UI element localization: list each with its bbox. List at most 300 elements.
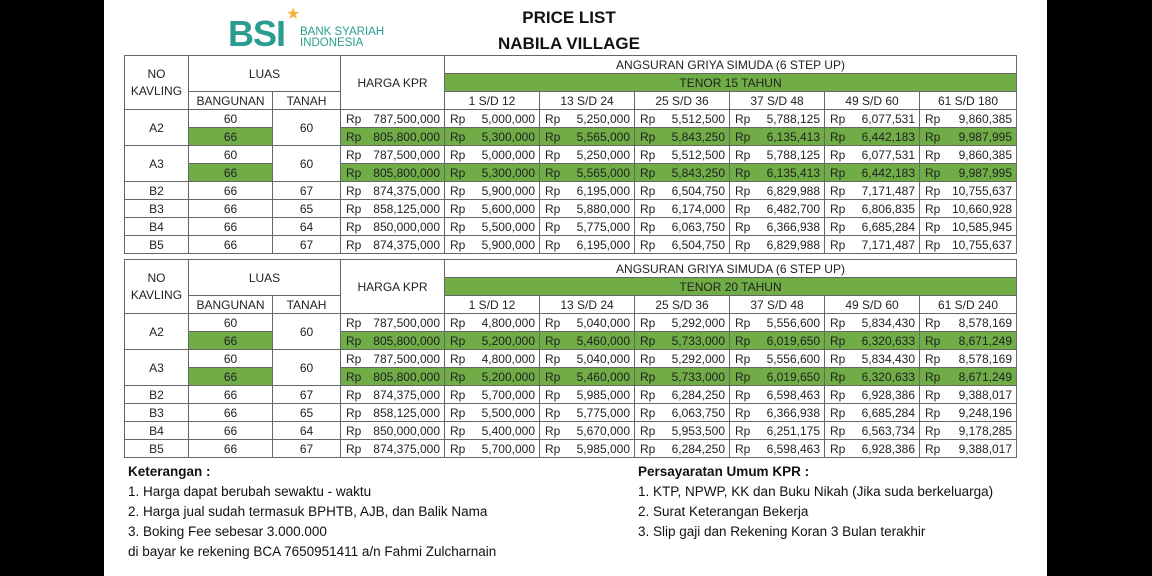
header-tanah: TANAH bbox=[273, 92, 341, 110]
currency-label: Rp bbox=[450, 423, 466, 438]
amount: 5,250,000 bbox=[576, 111, 630, 126]
amount: 6,829,988 bbox=[766, 183, 820, 198]
currency-label: Rp bbox=[545, 111, 561, 126]
table-row bbox=[125, 314, 1017, 332]
cell-bangunan: 66 bbox=[189, 332, 273, 350]
cell-angsuran bbox=[445, 110, 540, 128]
amount: 5,500,000 bbox=[481, 405, 535, 420]
cell-harga-kpr-value bbox=[341, 111, 444, 127]
amount: 874,375,000 bbox=[373, 237, 440, 252]
cell-angsuran-value bbox=[825, 441, 919, 457]
cell-bangunan: 60 bbox=[189, 110, 273, 128]
currency-label: Rp bbox=[346, 441, 362, 456]
cell-angsuran-value bbox=[635, 129, 729, 145]
cell-kavling: A3 bbox=[125, 146, 189, 182]
currency-label: Rp bbox=[450, 147, 466, 162]
currency-label: Rp bbox=[640, 237, 656, 252]
persyaratan-item: 3. Slip gaji dan Rekening Koran 3 Bulan terakhir bbox=[638, 524, 926, 539]
amount: 6,251,175 bbox=[766, 423, 820, 438]
cell-angsuran bbox=[540, 200, 635, 218]
currency-label: Rp bbox=[640, 219, 656, 234]
currency-label: Rp bbox=[925, 219, 941, 234]
cell-harga-kpr-value bbox=[341, 183, 444, 199]
cell-angsuran bbox=[825, 332, 920, 350]
currency-label: Rp bbox=[346, 111, 362, 126]
currency-label: Rp bbox=[545, 237, 561, 252]
amount: 9,178,285 bbox=[958, 423, 1012, 438]
cell-angsuran bbox=[635, 332, 730, 350]
cell-harga-kpr bbox=[341, 368, 445, 386]
cell-angsuran bbox=[445, 368, 540, 386]
table-row bbox=[125, 422, 1017, 440]
cell-angsuran-value bbox=[445, 333, 539, 349]
currency-label: Rp bbox=[735, 165, 751, 180]
cell-angsuran-value bbox=[825, 423, 919, 439]
cell-angsuran-value bbox=[920, 165, 1016, 181]
persyaratan-item: 2. Surat Keterangan Bekerja bbox=[638, 504, 809, 519]
amount: 5,512,500 bbox=[671, 147, 725, 162]
header-row bbox=[125, 260, 1017, 278]
cell-angsuran bbox=[825, 440, 920, 458]
currency-label: Rp bbox=[830, 387, 846, 402]
amount: 5,040,000 bbox=[576, 315, 630, 330]
amount: 5,000,000 bbox=[481, 147, 535, 162]
cell-angsuran-value bbox=[635, 405, 729, 421]
cell-angsuran-value bbox=[540, 129, 634, 145]
cell-angsuran bbox=[825, 422, 920, 440]
currency-label: Rp bbox=[925, 423, 941, 438]
cell-angsuran bbox=[730, 404, 825, 422]
cell-angsuran bbox=[540, 182, 635, 200]
cell-angsuran-value bbox=[635, 111, 729, 127]
table-row bbox=[125, 218, 1017, 236]
cell-angsuran-value bbox=[445, 387, 539, 403]
cell-bangunan: 66 bbox=[189, 422, 273, 440]
cell-angsuran-value bbox=[730, 165, 824, 181]
table-row bbox=[125, 236, 1017, 254]
cell-angsuran bbox=[540, 146, 635, 164]
currency-label: Rp bbox=[640, 333, 656, 348]
amount: 10,755,637 bbox=[951, 237, 1012, 252]
currency-label: Rp bbox=[830, 237, 846, 252]
cell-angsuran-value bbox=[920, 147, 1016, 163]
cell-angsuran bbox=[635, 182, 730, 200]
currency-label: Rp bbox=[830, 351, 846, 366]
table-row bbox=[125, 386, 1017, 404]
amount: 6,806,835 bbox=[861, 201, 915, 216]
currency-label: Rp bbox=[545, 183, 561, 198]
cell-angsuran-value bbox=[825, 333, 919, 349]
currency-label: Rp bbox=[925, 387, 941, 402]
cell-angsuran bbox=[540, 368, 635, 386]
amount: 6,366,938 bbox=[766, 405, 820, 420]
cell-bangunan: 66 bbox=[189, 218, 273, 236]
cell-angsuran bbox=[825, 404, 920, 422]
currency-label: Rp bbox=[450, 129, 466, 144]
cell-harga-kpr-value bbox=[341, 441, 444, 457]
amount: 5,843,250 bbox=[671, 129, 725, 144]
amount: 5,292,000 bbox=[671, 315, 725, 330]
amount: 874,375,000 bbox=[373, 183, 440, 198]
amount: 874,375,000 bbox=[373, 387, 440, 402]
amount: 6,504,750 bbox=[671, 237, 725, 252]
currency-label: Rp bbox=[346, 183, 362, 198]
currency-label: Rp bbox=[346, 219, 362, 234]
cell-kavling: B2 bbox=[125, 182, 189, 200]
cell-angsuran bbox=[730, 200, 825, 218]
currency-label: Rp bbox=[735, 333, 751, 348]
cell-bangunan: 66 bbox=[189, 236, 273, 254]
cell-angsuran-value bbox=[730, 351, 824, 367]
cell-angsuran-value bbox=[920, 441, 1016, 457]
cell-angsuran bbox=[540, 386, 635, 404]
currency-label: Rp bbox=[925, 201, 941, 216]
cell-harga-kpr-value bbox=[341, 423, 444, 439]
cell-angsuran-value bbox=[635, 237, 729, 253]
cell-angsuran bbox=[635, 422, 730, 440]
cell-angsuran-value bbox=[540, 165, 634, 181]
cell-angsuran-value bbox=[635, 147, 729, 163]
amount: 6,442,183 bbox=[861, 165, 915, 180]
header-period: 61 S/D 240 bbox=[920, 296, 1017, 314]
currency-label: Rp bbox=[450, 237, 466, 252]
amount: 787,500,000 bbox=[373, 315, 440, 330]
header-row bbox=[125, 296, 1017, 314]
cell-angsuran-value bbox=[730, 333, 824, 349]
header-tanah: TANAH bbox=[273, 296, 341, 314]
currency-label: Rp bbox=[450, 441, 466, 456]
cell-angsuran-value bbox=[825, 351, 919, 367]
cell-angsuran-value bbox=[540, 351, 634, 367]
cell-angsuran bbox=[635, 146, 730, 164]
currency-label: Rp bbox=[640, 405, 656, 420]
cell-angsuran-value bbox=[825, 111, 919, 127]
currency-label: Rp bbox=[735, 183, 751, 198]
table-row bbox=[125, 146, 1017, 164]
amount: 6,563,734 bbox=[861, 423, 915, 438]
cell-angsuran bbox=[730, 182, 825, 200]
amount: 5,775,000 bbox=[576, 405, 630, 420]
amount: 6,174,000 bbox=[671, 201, 725, 216]
cell-angsuran-value bbox=[635, 333, 729, 349]
cell-angsuran bbox=[635, 164, 730, 182]
table-row bbox=[125, 350, 1017, 368]
cell-angsuran bbox=[540, 422, 635, 440]
cell-kavling: B5 bbox=[125, 236, 189, 254]
cell-angsuran bbox=[445, 218, 540, 236]
cell-tanah: 65 bbox=[273, 404, 341, 422]
cell-angsuran-value bbox=[540, 219, 634, 235]
cell-angsuran-value bbox=[540, 441, 634, 457]
cell-angsuran bbox=[825, 350, 920, 368]
currency-label: Rp bbox=[346, 405, 362, 420]
currency-label: Rp bbox=[925, 351, 941, 366]
logo-line-1: BANK SYARIAH bbox=[300, 26, 385, 38]
cell-angsuran bbox=[635, 314, 730, 332]
cell-angsuran bbox=[445, 236, 540, 254]
amount: 10,755,637 bbox=[951, 183, 1012, 198]
cell-angsuran-value bbox=[920, 237, 1016, 253]
cell-angsuran-value bbox=[445, 165, 539, 181]
cell-angsuran-value bbox=[445, 183, 539, 199]
amount: 6,829,988 bbox=[766, 237, 820, 252]
cell-angsuran bbox=[445, 314, 540, 332]
cell-angsuran bbox=[635, 236, 730, 254]
cell-angsuran-value bbox=[635, 351, 729, 367]
cell-angsuran-value bbox=[825, 237, 919, 253]
cell-harga-kpr-value bbox=[341, 315, 444, 331]
cell-angsuran bbox=[920, 200, 1017, 218]
cell-kavling: B3 bbox=[125, 200, 189, 218]
amount: 5,200,000 bbox=[481, 333, 535, 348]
cell-angsuran bbox=[825, 128, 920, 146]
cell-harga-kpr-value bbox=[341, 387, 444, 403]
persyaratan-notes bbox=[638, 462, 993, 542]
cell-angsuran-value bbox=[445, 423, 539, 439]
header-period: 37 S/D 48 bbox=[730, 92, 825, 110]
amount: 5,700,000 bbox=[481, 441, 535, 456]
currency-label: Rp bbox=[450, 183, 466, 198]
currency-label: Rp bbox=[450, 369, 466, 384]
cell-angsuran-value bbox=[920, 351, 1016, 367]
cell-harga-kpr bbox=[341, 422, 445, 440]
cell-tanah: 65 bbox=[273, 200, 341, 218]
cell-angsuran-value bbox=[730, 405, 824, 421]
cell-angsuran-value bbox=[920, 423, 1016, 439]
cell-angsuran-value bbox=[445, 315, 539, 331]
amount: 5,900,000 bbox=[481, 183, 535, 198]
cell-kavling: A2 bbox=[125, 110, 189, 146]
currency-label: Rp bbox=[640, 129, 656, 144]
cell-harga-kpr-value bbox=[341, 165, 444, 181]
cell-angsuran bbox=[825, 218, 920, 236]
cell-angsuran-value bbox=[445, 111, 539, 127]
cell-angsuran bbox=[540, 128, 635, 146]
keterangan-notes bbox=[128, 462, 496, 562]
cell-angsuran bbox=[920, 128, 1017, 146]
amount: 6,195,000 bbox=[576, 183, 630, 198]
cell-tanah: 60 bbox=[273, 350, 341, 386]
currency-label: Rp bbox=[545, 147, 561, 162]
cell-angsuran bbox=[445, 350, 540, 368]
cell-kavling: B4 bbox=[125, 218, 189, 236]
table-row bbox=[125, 332, 1017, 350]
cell-harga-kpr bbox=[341, 350, 445, 368]
cell-harga-kpr bbox=[341, 236, 445, 254]
cell-angsuran-value bbox=[540, 183, 634, 199]
amount: 9,248,196 bbox=[958, 405, 1012, 420]
amount: 805,800,000 bbox=[373, 369, 440, 384]
cell-angsuran bbox=[730, 128, 825, 146]
cell-bangunan: 66 bbox=[189, 164, 273, 182]
currency-label: Rp bbox=[830, 165, 846, 180]
cell-angsuran-value bbox=[920, 111, 1016, 127]
amount: 9,388,017 bbox=[958, 387, 1012, 402]
amount: 5,788,125 bbox=[766, 147, 820, 162]
cell-harga-kpr bbox=[341, 386, 445, 404]
cell-angsuran bbox=[445, 146, 540, 164]
cell-angsuran bbox=[730, 368, 825, 386]
currency-label: Rp bbox=[735, 201, 751, 216]
header-harga-kpr: HARGA KPR bbox=[341, 56, 445, 110]
cell-tanah: 64 bbox=[273, 422, 341, 440]
amount: 7,171,487 bbox=[861, 237, 915, 252]
cell-tanah: 67 bbox=[273, 182, 341, 200]
cell-angsuran bbox=[920, 404, 1017, 422]
amount: 6,685,284 bbox=[861, 219, 915, 234]
cell-harga-kpr-value bbox=[341, 405, 444, 421]
amount: 850,000,000 bbox=[373, 219, 440, 234]
currency-label: Rp bbox=[346, 147, 362, 162]
currency-label: Rp bbox=[450, 405, 466, 420]
cell-angsuran-value bbox=[825, 369, 919, 385]
header-tenor: TENOR 20 TAHUN bbox=[445, 278, 1017, 296]
cell-kavling: B2 bbox=[125, 386, 189, 404]
cell-angsuran-value bbox=[540, 111, 634, 127]
cell-angsuran-value bbox=[825, 147, 919, 163]
amount: 850,000,000 bbox=[373, 423, 440, 438]
cell-harga-kpr-value bbox=[341, 369, 444, 385]
cell-tanah: 60 bbox=[273, 314, 341, 350]
header-period: 1 S/D 12 bbox=[445, 92, 540, 110]
star-icon: ★ bbox=[286, 6, 301, 23]
cell-angsuran-value bbox=[730, 369, 824, 385]
cell-angsuran-value bbox=[825, 315, 919, 331]
amount: 6,442,183 bbox=[861, 129, 915, 144]
cell-angsuran bbox=[730, 236, 825, 254]
cell-angsuran bbox=[540, 314, 635, 332]
cell-angsuran bbox=[825, 200, 920, 218]
cell-angsuran bbox=[825, 368, 920, 386]
cell-kavling: A3 bbox=[125, 350, 189, 386]
currency-label: Rp bbox=[735, 315, 751, 330]
header-no-kavling: NO KAVLING bbox=[125, 56, 189, 110]
cell-angsuran bbox=[445, 128, 540, 146]
cell-angsuran bbox=[540, 350, 635, 368]
amount: 6,598,463 bbox=[766, 387, 820, 402]
currency-label: Rp bbox=[830, 183, 846, 198]
amount: 6,135,413 bbox=[766, 165, 820, 180]
cell-angsuran-value bbox=[540, 147, 634, 163]
table-row bbox=[125, 164, 1017, 182]
cell-bangunan: 60 bbox=[189, 146, 273, 164]
cell-angsuran bbox=[540, 236, 635, 254]
table-row bbox=[125, 368, 1017, 386]
currency-label: Rp bbox=[450, 111, 466, 126]
currency-label: Rp bbox=[925, 333, 941, 348]
currency-label: Rp bbox=[830, 369, 846, 384]
cell-angsuran bbox=[825, 110, 920, 128]
amount: 5,880,000 bbox=[576, 201, 630, 216]
amount: 6,019,650 bbox=[766, 369, 820, 384]
cell-angsuran-value bbox=[445, 441, 539, 457]
keterangan-heading: Keterangan : bbox=[128, 464, 211, 479]
amount: 6,284,250 bbox=[671, 441, 725, 456]
table-row bbox=[125, 404, 1017, 422]
amount: 6,135,413 bbox=[766, 129, 820, 144]
cell-angsuran bbox=[920, 422, 1017, 440]
cell-angsuran bbox=[540, 404, 635, 422]
cell-bangunan: 60 bbox=[189, 350, 273, 368]
cell-angsuran-value bbox=[635, 165, 729, 181]
currency-label: Rp bbox=[545, 201, 561, 216]
amount: 6,195,000 bbox=[576, 237, 630, 252]
amount: 7,171,487 bbox=[861, 183, 915, 198]
header-period: 25 S/D 36 bbox=[635, 92, 730, 110]
amount: 5,250,000 bbox=[576, 147, 630, 162]
cell-angsuran bbox=[540, 440, 635, 458]
amount: 5,000,000 bbox=[481, 111, 535, 126]
currency-label: Rp bbox=[545, 333, 561, 348]
cell-harga-kpr bbox=[341, 440, 445, 458]
currency-label: Rp bbox=[346, 387, 362, 402]
currency-label: Rp bbox=[925, 315, 941, 330]
amount: 5,512,500 bbox=[671, 111, 725, 126]
cell-angsuran-value bbox=[730, 219, 824, 235]
cell-angsuran-value bbox=[730, 423, 824, 439]
cell-harga-kpr-value bbox=[341, 351, 444, 367]
cell-angsuran-value bbox=[540, 201, 634, 217]
currency-label: Rp bbox=[830, 201, 846, 216]
page-subtitle: NABILA VILLAGE bbox=[498, 34, 640, 53]
currency-label: Rp bbox=[735, 387, 751, 402]
cell-angsuran bbox=[920, 440, 1017, 458]
persyaratan-heading: Persayaratan Umum KPR : bbox=[638, 464, 810, 479]
currency-label: Rp bbox=[830, 423, 846, 438]
amount: 787,500,000 bbox=[373, 111, 440, 126]
amount: 6,284,250 bbox=[671, 387, 725, 402]
cell-harga-kpr bbox=[341, 404, 445, 422]
amount: 6,928,386 bbox=[861, 441, 915, 456]
cell-angsuran-value bbox=[445, 147, 539, 163]
cell-angsuran bbox=[730, 386, 825, 404]
table-row bbox=[125, 182, 1017, 200]
cell-angsuran bbox=[445, 332, 540, 350]
cell-angsuran bbox=[920, 332, 1017, 350]
currency-label: Rp bbox=[450, 219, 466, 234]
currency-label: Rp bbox=[925, 369, 941, 384]
header-period: 13 S/D 24 bbox=[540, 296, 635, 314]
currency-label: Rp bbox=[925, 405, 941, 420]
currency-label: Rp bbox=[450, 201, 466, 216]
currency-label: Rp bbox=[346, 201, 362, 216]
cell-angsuran bbox=[920, 218, 1017, 236]
amount: 5,600,000 bbox=[481, 201, 535, 216]
currency-label: Rp bbox=[545, 369, 561, 384]
persyaratan-item: 1. KTP, NPWP, KK dan Buku Nikah (Jika suda berkeluarga) bbox=[638, 484, 994, 499]
cell-angsuran bbox=[635, 200, 730, 218]
cell-angsuran bbox=[635, 110, 730, 128]
cell-angsuran bbox=[730, 440, 825, 458]
logo-brand: BSI bbox=[228, 13, 286, 54]
cell-angsuran bbox=[730, 350, 825, 368]
cell-angsuran-value bbox=[730, 315, 824, 331]
amount: 5,300,000 bbox=[481, 129, 535, 144]
currency-label: Rp bbox=[830, 315, 846, 330]
cell-bangunan: 66 bbox=[189, 440, 273, 458]
cell-bangunan: 66 bbox=[189, 404, 273, 422]
cell-bangunan: 66 bbox=[189, 386, 273, 404]
cell-angsuran-value bbox=[730, 111, 824, 127]
cell-angsuran bbox=[635, 386, 730, 404]
page-title: PRICE LIST bbox=[522, 8, 616, 27]
cell-angsuran bbox=[445, 164, 540, 182]
header-harga-kpr: HARGA KPR bbox=[341, 260, 445, 314]
cell-angsuran bbox=[825, 164, 920, 182]
cell-angsuran-value bbox=[920, 369, 1016, 385]
cell-angsuran bbox=[540, 332, 635, 350]
table-row bbox=[125, 110, 1017, 128]
